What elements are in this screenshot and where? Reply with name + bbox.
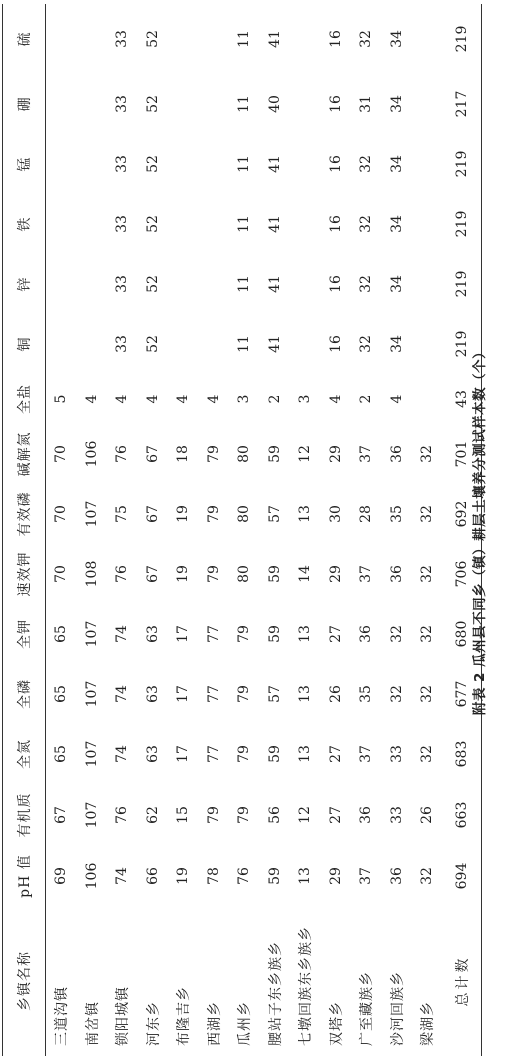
table-body (46, 4, 482, 1056)
count-cell: 4 (327, 394, 344, 404)
count-cell: 33 (114, 215, 131, 233)
count-cell: 219 (443, 194, 482, 254)
count-cell: 107 (83, 500, 100, 528)
table-row (321, 4, 352, 1056)
count-cell: 13 (297, 745, 314, 763)
count-cell: 26 (327, 685, 344, 703)
table-row (260, 4, 291, 1056)
count-cell: 219 (443, 4, 482, 74)
count-cell: 108 (83, 560, 100, 588)
count-cell: 19 (175, 505, 192, 523)
table-row (107, 4, 138, 1056)
table-row (351, 4, 382, 1056)
town-name-cell: 广至藏族乡 (359, 971, 376, 1046)
count-cell: 16 (327, 155, 344, 173)
count-cell: 33 (114, 335, 131, 353)
town-name-cell: 瓜州乡 (237, 1001, 254, 1046)
count-cell: 32 (419, 625, 436, 643)
count-cell (290, 134, 321, 194)
column-header: 硫 (3, 4, 46, 74)
town-name-cell: 西湖乡 (206, 1001, 223, 1046)
count-cell: 694 (443, 846, 482, 906)
count-cell: 16 (327, 30, 344, 48)
count-cell: 34 (388, 95, 405, 113)
count-cell (412, 134, 443, 194)
count-cell: 2 (358, 394, 375, 404)
town-name-cell: 七墩回族东乡族乡 (298, 926, 315, 1046)
count-cell (290, 4, 321, 74)
table-row (412, 4, 443, 1056)
count-cell: 57 (266, 505, 283, 523)
count-cell: 11 (236, 95, 253, 113)
count-cell: 19 (175, 565, 192, 583)
count-cell: 4 (175, 394, 192, 404)
count-cell: 13 (297, 625, 314, 643)
count-cell (290, 254, 321, 314)
count-cell (199, 134, 230, 194)
count-cell: 67 (144, 565, 161, 583)
table-caption: 附表 2 瓜州县不同乡（镇）耕层土壤养分测试样本数（个） (472, 344, 488, 716)
count-cell: 36 (358, 806, 375, 824)
column-header: 铁 (3, 194, 46, 254)
count-cell: 79 (236, 806, 253, 824)
count-cell: 219 (443, 254, 482, 314)
count-cell: 74 (114, 685, 131, 703)
count-cell (290, 314, 321, 374)
count-cell: 69 (53, 867, 70, 885)
count-cell: 16 (327, 215, 344, 233)
count-cell: 63 (144, 745, 161, 763)
count-cell: 12 (297, 445, 314, 463)
count-cell: 11 (236, 335, 253, 353)
count-cell: 41 (266, 275, 283, 293)
count-cell: 31 (358, 95, 375, 113)
count-cell (199, 254, 230, 314)
count-cell: 37 (358, 565, 375, 583)
count-cell: 78 (205, 867, 222, 885)
count-cell: 4 (205, 394, 222, 404)
count-cell: 52 (144, 215, 161, 233)
count-cell: 13 (297, 685, 314, 703)
count-cell: 29 (327, 867, 344, 885)
count-cell: 70 (53, 445, 70, 463)
count-cell: 29 (327, 565, 344, 583)
count-cell: 36 (388, 445, 405, 463)
count-cell: 34 (388, 275, 405, 293)
table-row (77, 4, 108, 1056)
count-cell: 33 (114, 30, 131, 48)
town-name-cell: 双塔乡 (328, 1001, 345, 1046)
column-header: 速效钾 (3, 544, 46, 604)
town-name-cell: 锁阳城镇 (115, 986, 132, 1046)
count-cell (168, 194, 199, 254)
count-cell (77, 134, 108, 194)
count-cell (168, 254, 199, 314)
count-cell: 59 (266, 445, 283, 463)
count-cell: 70 (53, 505, 70, 523)
count-cell: 36 (358, 625, 375, 643)
count-cell: 701 (443, 424, 482, 484)
count-cell: 76 (114, 806, 131, 824)
count-cell: 65 (53, 745, 70, 763)
town-name-cell: 腰站子东乡族乡 (267, 941, 284, 1046)
column-header: 有机质 (3, 784, 46, 846)
count-cell: 12 (297, 806, 314, 824)
town-name-cell: 三道沟镇 (54, 986, 71, 1046)
count-cell: 66 (144, 867, 161, 885)
count-cell: 32 (419, 685, 436, 703)
count-cell: 34 (388, 335, 405, 353)
count-cell (199, 194, 230, 254)
count-cell: 63 (144, 625, 161, 643)
count-cell: 33 (388, 806, 405, 824)
count-cell: 13 (297, 867, 314, 885)
count-cell (46, 314, 77, 374)
count-cell: 41 (266, 155, 283, 173)
count-cell (77, 4, 108, 74)
count-cell (199, 74, 230, 134)
count-cell: 52 (144, 30, 161, 48)
count-cell (412, 4, 443, 74)
count-cell: 32 (419, 445, 436, 463)
count-cell (412, 314, 443, 374)
table-row (199, 4, 230, 1056)
count-cell: 79 (236, 625, 253, 643)
count-cell: 30 (327, 505, 344, 523)
count-cell (46, 254, 77, 314)
column-header: 全钾 (3, 604, 46, 664)
column-header: 全磷 (3, 664, 46, 724)
count-cell (168, 314, 199, 374)
table-row (168, 4, 199, 1056)
count-cell: 79 (236, 745, 253, 763)
count-cell: 5 (53, 394, 70, 404)
count-cell (290, 194, 321, 254)
count-cell (168, 134, 199, 194)
count-cell: 217 (443, 74, 482, 134)
count-cell: 4 (114, 394, 131, 404)
count-cell: 32 (419, 505, 436, 523)
count-cell (412, 194, 443, 254)
count-cell: 77 (205, 625, 222, 643)
town-name-cell: 沙河回族乡 (389, 971, 406, 1046)
count-cell: 32 (419, 565, 436, 583)
count-cell: 26 (419, 806, 436, 824)
count-cell: 37 (358, 445, 375, 463)
count-cell: 4 (83, 394, 100, 404)
count-cell: 34 (388, 215, 405, 233)
count-cell (412, 374, 443, 424)
count-cell: 692 (443, 484, 482, 544)
count-cell (168, 74, 199, 134)
column-header: 乡镇名称 (3, 906, 46, 1056)
table-row (46, 4, 77, 1056)
count-cell: 35 (358, 685, 375, 703)
count-cell: 106 (83, 862, 100, 890)
count-cell: 15 (175, 806, 192, 824)
count-cell (46, 4, 77, 74)
count-cell (77, 254, 108, 314)
count-cell: 80 (236, 445, 253, 463)
count-cell (77, 314, 108, 374)
count-cell: 79 (236, 685, 253, 703)
town-name-cell: 布隆吉乡 (176, 986, 193, 1046)
count-cell: 76 (114, 565, 131, 583)
count-cell: 67 (53, 806, 70, 824)
count-cell: 74 (114, 625, 131, 643)
count-cell: 59 (266, 565, 283, 583)
count-cell: 59 (266, 625, 283, 643)
count-cell (168, 4, 199, 74)
column-header: 全氮 (3, 724, 46, 784)
count-cell: 683 (443, 724, 482, 784)
count-cell: 80 (236, 505, 253, 523)
count-cell: 3 (297, 394, 314, 404)
count-cell: 29 (327, 445, 344, 463)
count-cell: 13 (297, 505, 314, 523)
count-cell: 34 (388, 155, 405, 173)
count-cell: 706 (443, 544, 482, 604)
count-cell: 37 (358, 867, 375, 885)
count-cell: 677 (443, 664, 482, 724)
count-cell: 4 (144, 394, 161, 404)
count-cell: 77 (205, 685, 222, 703)
count-cell: 74 (114, 867, 131, 885)
sample-count-table (2, 4, 482, 1056)
count-cell: 52 (144, 275, 161, 293)
count-cell: 76 (114, 445, 131, 463)
count-cell: 33 (388, 745, 405, 763)
count-cell: 11 (236, 215, 253, 233)
count-cell: 70 (53, 565, 70, 583)
count-cell: 67 (144, 445, 161, 463)
count-cell: 67 (144, 505, 161, 523)
count-cell: 107 (83, 740, 100, 768)
count-cell: 37 (358, 745, 375, 763)
count-cell: 41 (266, 335, 283, 353)
count-cell (199, 4, 230, 74)
column-header: pH 值 (3, 846, 46, 906)
count-cell: 35 (388, 505, 405, 523)
count-cell: 52 (144, 95, 161, 113)
count-cell: 16 (327, 95, 344, 113)
count-cell: 680 (443, 604, 482, 664)
count-cell: 59 (266, 867, 283, 885)
count-cell: 62 (144, 806, 161, 824)
count-cell: 52 (144, 155, 161, 173)
column-header: 锰 (3, 134, 46, 194)
count-cell (412, 254, 443, 314)
count-cell: 33 (114, 275, 131, 293)
count-cell: 17 (175, 625, 192, 643)
count-cell: 52 (144, 335, 161, 353)
count-cell: 79 (205, 806, 222, 824)
count-cell: 77 (205, 745, 222, 763)
count-cell: 27 (327, 745, 344, 763)
table-row (382, 4, 413, 1056)
count-cell: 57 (266, 685, 283, 703)
count-cell: 32 (358, 30, 375, 48)
count-cell: 79 (205, 505, 222, 523)
count-cell (77, 194, 108, 254)
count-cell: 18 (175, 445, 192, 463)
table-row (138, 4, 169, 1056)
column-header: 硼 (3, 74, 46, 134)
count-cell: 41 (266, 215, 283, 233)
count-cell: 76 (236, 867, 253, 885)
count-cell (199, 314, 230, 374)
count-cell: 43 (443, 374, 482, 424)
count-cell: 79 (205, 565, 222, 583)
count-cell: 32 (358, 335, 375, 353)
count-cell: 16 (327, 335, 344, 353)
count-cell: 79 (205, 445, 222, 463)
town-name-cell: 总计数 (443, 906, 482, 1056)
count-cell (77, 74, 108, 134)
count-cell: 4 (388, 394, 405, 404)
count-cell: 32 (419, 867, 436, 885)
column-header: 碱解氮 (3, 424, 46, 484)
count-cell: 107 (83, 680, 100, 708)
count-cell (412, 74, 443, 134)
count-cell: 19 (175, 867, 192, 885)
count-cell: 32 (388, 685, 405, 703)
count-cell (46, 134, 77, 194)
count-cell: 27 (327, 625, 344, 643)
count-cell: 32 (358, 155, 375, 173)
table-header-row (3, 4, 46, 1056)
count-cell: 17 (175, 685, 192, 703)
count-cell: 34 (388, 30, 405, 48)
count-cell: 33 (114, 155, 131, 173)
count-cell: 32 (358, 215, 375, 233)
town-name-cell: 南岔镇 (84, 1001, 101, 1046)
count-cell: 11 (236, 155, 253, 173)
count-cell: 56 (266, 806, 283, 824)
count-cell: 63 (144, 685, 161, 703)
count-cell: 16 (327, 275, 344, 293)
table-row (290, 4, 321, 1056)
town-name-cell: 河东乡 (145, 1001, 162, 1046)
count-cell: 41 (266, 30, 283, 48)
count-cell: 32 (358, 275, 375, 293)
count-cell: 219 (443, 134, 482, 194)
count-cell: 59 (266, 745, 283, 763)
column-header: 锌 (3, 254, 46, 314)
count-cell (46, 74, 77, 134)
count-cell (290, 74, 321, 134)
column-header: 有效磷 (3, 484, 46, 544)
count-cell: 36 (388, 867, 405, 885)
count-cell: 75 (114, 505, 131, 523)
town-name-cell: 梁湖乡 (420, 1001, 437, 1046)
count-cell: 14 (297, 565, 314, 583)
count-cell: 32 (419, 745, 436, 763)
count-cell: 663 (443, 784, 482, 846)
count-cell: 28 (358, 505, 375, 523)
count-cell: 32 (388, 625, 405, 643)
count-cell: 40 (266, 95, 283, 113)
count-cell: 107 (83, 801, 100, 829)
count-cell: 65 (53, 625, 70, 643)
table-row (229, 4, 260, 1056)
count-cell: 17 (175, 745, 192, 763)
count-cell: 27 (327, 806, 344, 824)
count-cell: 65 (53, 685, 70, 703)
count-cell: 36 (388, 565, 405, 583)
column-header: 铜 (3, 314, 46, 374)
count-cell: 80 (236, 565, 253, 583)
count-cell: 106 (83, 440, 100, 468)
count-cell: 11 (236, 275, 253, 293)
count-cell: 219 (443, 314, 482, 374)
column-header: 全盐 (3, 374, 46, 424)
count-cell: 74 (114, 745, 131, 763)
count-cell: 11 (236, 30, 253, 48)
count-cell: 2 (266, 394, 283, 404)
count-cell: 3 (236, 394, 253, 404)
count-cell (46, 194, 77, 254)
count-cell: 33 (114, 95, 131, 113)
count-cell: 107 (83, 620, 100, 648)
